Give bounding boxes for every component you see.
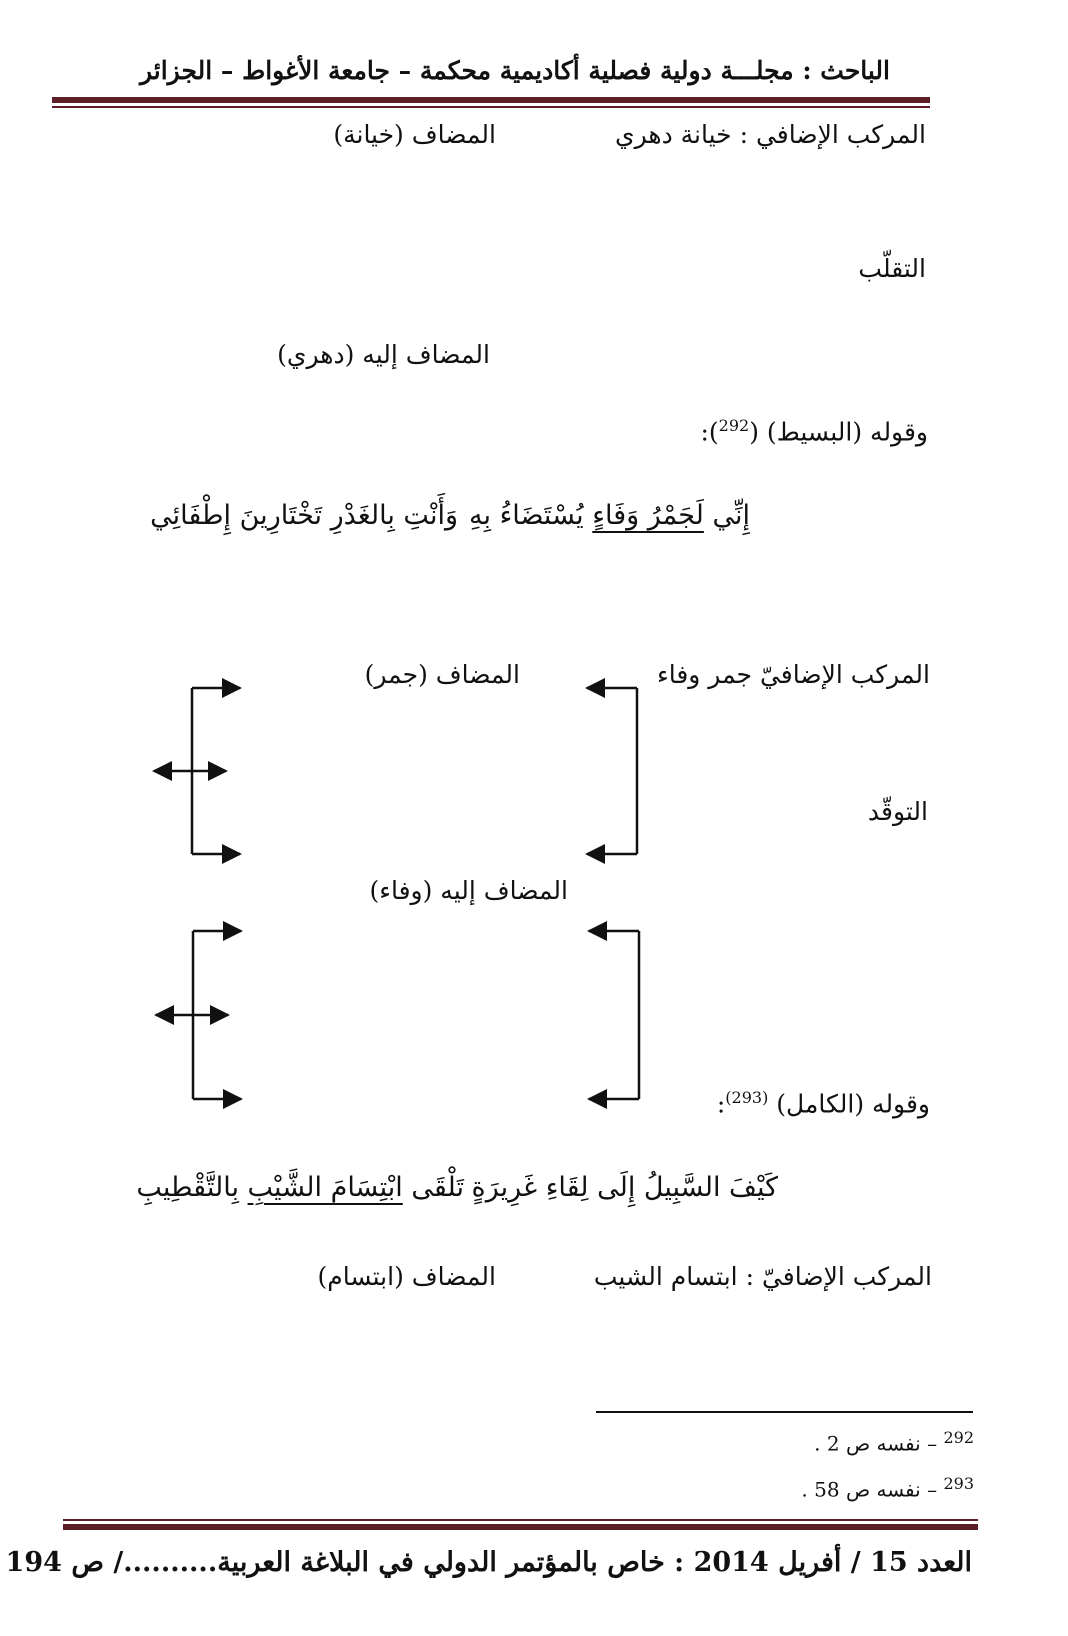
compound-label-3: المركب الإضافيّ : ابتسام الشيب	[593, 1262, 932, 1291]
compound-label-2: المركب الإضافيّ جمر وفاء	[656, 660, 930, 689]
footer-rule-thin	[63, 1519, 978, 1521]
verse1-right-post: يُسْتَضَاءُ بِهِ	[469, 500, 593, 531]
footnote-ref-293: (293)	[725, 1088, 769, 1107]
mudaf-label-2: المضاف (جمر)	[364, 660, 520, 689]
footnote-separator	[596, 1411, 973, 1413]
quote1-intro-close: ):	[700, 417, 719, 447]
quote2-intro-text: وقوله (الكامل)	[768, 1089, 930, 1119]
verse2-left-hemistich	[136, 1172, 464, 1203]
footnote-text: – نفسه ص 2 .	[814, 1431, 938, 1456]
footer-rule-thick	[63, 1524, 978, 1530]
tawaqqud-label: التوقّد	[867, 797, 928, 826]
mudaf-label-1: المضاف (خيانة)	[333, 120, 496, 149]
quote1-intro-text: وقوله (البسيط) (	[749, 417, 928, 447]
footnote-text: – نفسه ص 58 .	[801, 1477, 938, 1502]
mudaf-label-3: المضاف (ابتسام)	[317, 1262, 496, 1291]
verse1-left-hemistich: وَأَنْتِ بِالغَدْرِ تَخْتَارِينَ إِطْفَائِي	[150, 500, 458, 531]
verse2-underlined-phrase: ابْتِسَامَ الشَّيْبِ	[247, 1172, 403, 1203]
footnote-292	[814, 1428, 974, 1456]
right-bracket-bottom	[589, 931, 639, 1099]
mudaf-ilayh-label-2: المضاف إليه (وفاء)	[369, 876, 568, 905]
footnote-num: 293	[943, 1474, 974, 1493]
verse1-underlined-phrase: لَجَمْرُ وَفَاءٍ	[592, 500, 704, 531]
footnote-293	[801, 1474, 974, 1502]
quote2-intro	[717, 1088, 930, 1118]
compound-label-1: المركب الإضافي : خيانة دهري	[615, 120, 926, 149]
footnote-num: 292	[943, 1428, 974, 1447]
journal-header: الباحث : مجلـــة دولية فصلية أكاديمية محكمة – جامعة الأغواط – الجزائر	[139, 56, 890, 85]
taqallub-label: التقلّب	[858, 254, 926, 283]
right-bracket-top	[587, 688, 637, 854]
left-bracket-bottom	[156, 931, 241, 1099]
verse2-left-pre: تَلْقَى	[402, 1172, 464, 1203]
quote2-intro-close: :	[716, 1089, 726, 1119]
verse2-right-hemistich: كَيْفَ السَّبِيلُ إِلَى لِقَاءِ غَرِيرَةٍ	[471, 1172, 778, 1203]
left-bracket-top	[154, 688, 240, 854]
verse2-left-post: بِالتَّقْطِيبِ	[136, 1172, 248, 1203]
mudaf-ilayh-label-1: المضاف إليه (دهري)	[277, 340, 490, 369]
footnote-ref-292: 292	[718, 416, 750, 435]
verse1-right-pre: إِنِّي	[703, 500, 750, 531]
issue-footer: العدد 15 / أفريل 2014 : خاص بالمؤتمر الدولي في البلاغة العربية........../ ص 194	[5, 1547, 972, 1578]
